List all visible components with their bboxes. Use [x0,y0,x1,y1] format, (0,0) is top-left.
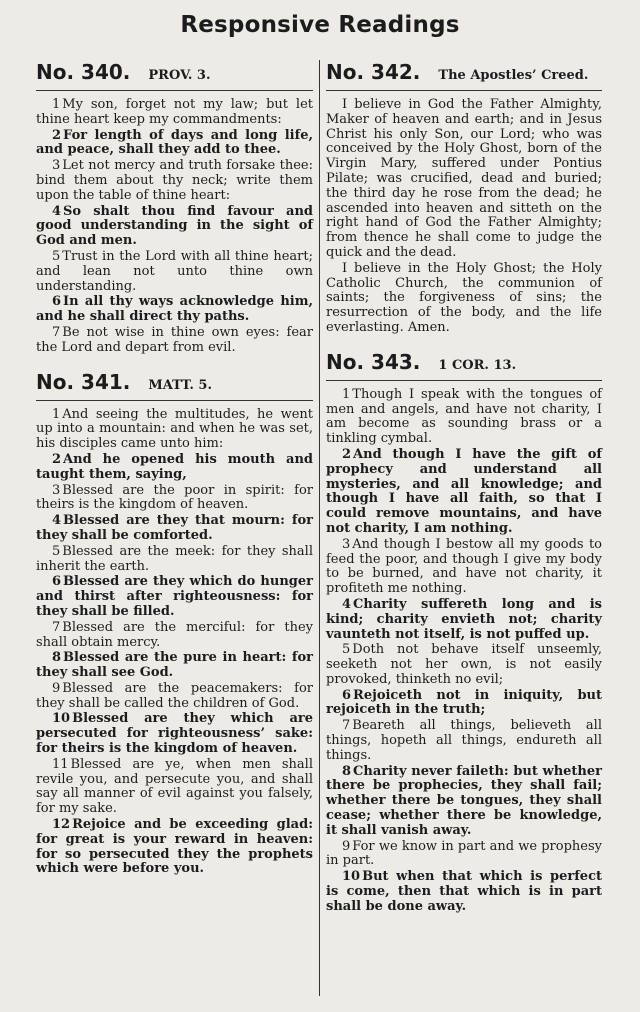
verse-text: Blessed are the poor in spirit: for theirs is the kingdom of heaven. [36,482,313,513]
verse [326,719,602,763]
reading-header [36,60,313,91]
reading-reference: The Apostles’ Creed. [438,68,589,83]
verse-number: 7 [52,324,61,340]
verse [326,98,602,261]
reading-section [36,60,313,356]
verse-number: 5 [342,642,351,658]
reading-section [326,60,602,336]
verse-text: I believe in God the Father Almighty, Maker of heaven and earth; and in Jesus Christ his only Son, our Lord; who was conceived by the Holy Ghost, born of the Virgin Mary, suffered under Pontius Pilate; was crucified, dead and buried; the third day he rose from the dead; he ascended into heaven and sitteth on the right hand of God the Father Almighty; from thence he shall come to judge the quick and the dead. [326,97,602,260]
reading-section [36,370,313,878]
verse-number: 5 [52,543,61,559]
verse-text: My son, forget not my law; but let thine heart keep my commandments: [36,97,313,127]
verse [326,598,602,642]
verse-text: Blessed are the meek: for they shall inherit the earth. [36,543,313,574]
verse-number: 3 [52,158,61,174]
verse-number: 1 [342,386,351,402]
verse [326,538,602,597]
right-column [326,60,602,929]
verse-number: 3 [342,536,351,552]
verse [36,98,313,128]
reading-number: No. 340. [36,60,131,84]
verse-text: Doth not behave itself unseemly, seeketh not her own, is not easily provoked, thinketh no evil; [326,642,602,687]
verse-number: 4 [52,203,62,219]
reading-section [326,350,602,915]
verse [326,689,602,719]
verse-text: For we know in part and we prophesy in part. [326,838,602,869]
verse-number: 9 [52,680,61,696]
verse [36,295,313,325]
verse [36,205,313,249]
verse [36,250,313,294]
verse [326,262,602,336]
verse-number: 2 [342,446,352,462]
reading-number: No. 341. [36,369,131,394]
verse [36,514,313,544]
verse-text: So shalt thou find favour and good understanding in the sight of God and men. [36,203,313,249]
verse-text: And though I bestow all my goods to feed the poor, and though I give my body to be burned, and have not charity, it profiteth me nothing. [326,536,602,597]
column-divider [319,60,320,996]
verse-text: For length of days and long life, and peace, shall they add to thee. [36,127,313,158]
verse-text: Blessed are they which do hunger and thirst after righteousness: for they shall be filled. [36,574,313,619]
reading-reference: PROV. 3. [148,68,211,83]
verse [36,651,313,681]
verse-number: 1 [52,406,61,422]
verse-text: Let not mercy and truth forsake thee: bind them about thy neck; write them upon the table of thine heart: [36,158,313,203]
verse [36,129,313,159]
verse [326,643,602,687]
verse [36,818,313,877]
reading-reference: 1 COR. 13. [438,357,517,373]
verse-text: Blessed are the pure in heart: for they shall see God. [36,650,313,681]
verse-number: 5 [52,248,61,264]
reading-number: No. 343. [326,349,421,374]
verse-text: Blessed are the merciful: for they shall obtain mercy. [36,619,313,650]
page-title: Responsive Readings [180,12,460,38]
verse-number: 10 [342,869,361,885]
verse [326,870,602,914]
verse-text: Blessed are they which are persecuted for righteousness’ sake: for theirs is the kingdom of heaven. [36,711,313,757]
verse [36,575,313,619]
verse-number: 6 [342,687,352,703]
verse-text: Trust in the Lord with all thine heart; and lean not unto thine own understanding. [36,248,313,294]
reading-header [36,370,313,401]
verse [36,484,313,514]
verse [36,453,313,483]
verse-text: And he opened his mouth and taught them, saying, [36,451,313,482]
reading-header [326,350,602,381]
verse [326,840,602,870]
verse-text: Though I speak with the tongues of men and angels, and have not charity, I am become as sounding brass or a tinkling cymbal. [326,386,602,447]
verse-number: 6 [52,574,62,590]
verse [36,621,313,651]
verse-text: Blessed are the peacemakers: for they shall be called the children of God. [36,680,313,711]
verse-number: 4 [52,513,62,529]
verse-text: But when that which is perfect is come, then that which is in part shall be done away. [326,869,602,914]
verse-text: Be not wise in thine own eyes: fear the Lord and depart from evil. [36,324,313,355]
reading-number: No. 342. [326,60,421,84]
verse-text: In all thy ways acknowledge him, and he shall direct thy paths. [36,294,313,325]
verse-text: And seeing the multitudes, he went up into a mountain: and when he was set, his disciples came unto him: [36,406,313,452]
verse-number: 7 [342,718,351,734]
verse-text: I believe in the Holy Ghost; the Holy Catholic Church, the communion of saints; the forgiveness of sins; the resurrection of the body, and the life everlasting. Amen. [326,260,602,335]
verse-text: Blessed are ye, when men shall revile you, and persecute you, and shall say all manner of evil against you falsely, for my sake. [36,756,313,817]
verse-text: Rejoiceth not in iniquity, but rejoiceth in the truth; [326,687,602,718]
verse-number: 11 [52,756,69,772]
verse-number: 12 [52,817,71,833]
verse-number: 3 [52,482,61,498]
verse [36,326,313,356]
reading-header [326,60,602,91]
verse-number: 8 [52,650,62,666]
verse [326,448,602,537]
verse-number: 9 [342,838,351,854]
verse-number: 2 [52,451,62,467]
verse [36,712,313,756]
verse-number: 1 [52,97,61,112]
verse-number: 10 [52,711,71,727]
verse-number: 6 [52,294,62,310]
verse [36,758,313,817]
verse-text: Beareth all things, believeth all things, hopeth all things, endureth all things. [326,718,602,763]
verse-text: Rejoice and be exceeding glad: for great is your reward in heaven: for so persecuted they the prophets which were before you. [36,817,313,877]
verse-text: Charity suffereth long and is kind; charity envieth not; charity vaunteth not itself, is not puffed up. [326,596,602,642]
verse-number: 2 [52,127,62,143]
verse-number: 7 [52,619,61,635]
verse [36,682,313,712]
verse-text: Blessed are they that mourn: for they shall be comforted. [36,513,313,543]
verse [36,408,313,452]
verse-text: And though I have the gift of prophecy and understand all mysteries, and all knowledge; and though I have all faith, so that I could remove mountains, and have not charity, I am nothing. [326,446,602,536]
verse [326,765,602,839]
verse-number: 8 [342,763,352,779]
verse-text: Charity never faileth: but whether there be prophecies, they shall fail; whether there be tongues, they shall cease; whether there be knowledge, it shall vanish away. [326,763,602,838]
verse [326,388,602,447]
verse-number: 4 [342,596,352,612]
left-column [36,60,313,891]
verse [36,545,313,575]
reading-reference: MATT. 5. [148,377,212,393]
verse [36,159,313,203]
